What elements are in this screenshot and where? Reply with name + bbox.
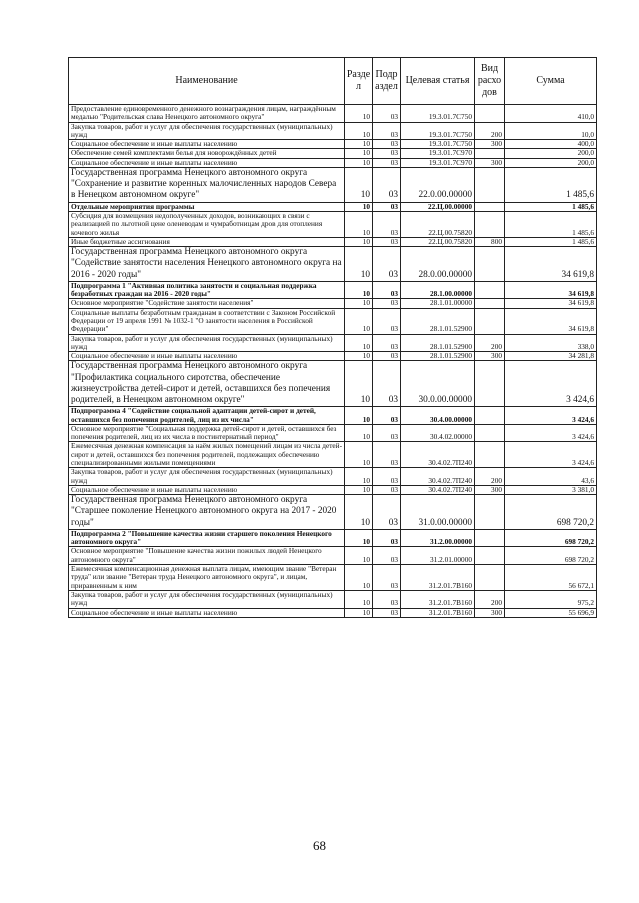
cell-razdel: 10 bbox=[345, 140, 373, 149]
cell-razdel: 10 bbox=[345, 122, 373, 140]
cell-name: Ежемесячная компенсационная денежная выплата лицам, имеющим звание "Ветеран труда" или звание "Ветеран труда Ненецкого автономного округа", и лицам, приравненным к ним bbox=[69, 565, 345, 591]
cell-target: 19.3.01.7С750 bbox=[401, 105, 475, 123]
cell-podrazdel: 03 bbox=[373, 105, 401, 123]
cell-sum: 1 485,6 bbox=[505, 211, 597, 237]
header-podrazdel: Подр аздел bbox=[373, 58, 401, 105]
cell-podrazdel: 03 bbox=[373, 352, 401, 361]
cell-podrazdel: 03 bbox=[373, 565, 401, 591]
cell-sum: 200,0 bbox=[505, 158, 597, 167]
table-row bbox=[69, 122, 597, 140]
table-row bbox=[69, 299, 597, 308]
table-row bbox=[69, 361, 597, 407]
table-row bbox=[69, 608, 597, 617]
cell-name: Субсидия для возмещения недополученных доходов, возникающих в связи с реализацией по льготной цене оленеводам и чумработницам дров для отопления кочевого жилья bbox=[69, 211, 345, 237]
cell-target: 31.2.01.7В160 bbox=[401, 565, 475, 591]
cell-vid bbox=[475, 281, 505, 299]
cell-vid: 300 bbox=[475, 608, 505, 617]
cell-razdel: 10 bbox=[345, 424, 373, 442]
cell-target: 31.2.01.00000 bbox=[401, 547, 475, 565]
table-body bbox=[69, 105, 597, 618]
cell-vid bbox=[475, 168, 505, 203]
cell-podrazdel: 03 bbox=[373, 334, 401, 352]
cell-target: 30.0.00.00000 bbox=[401, 361, 475, 407]
cell-name: Основное мероприятие "Содействие занятости населения" bbox=[69, 299, 345, 308]
cell-razdel: 10 bbox=[345, 149, 373, 158]
cell-target: 28.1.01.52900 bbox=[401, 308, 475, 334]
cell-vid: 200 bbox=[475, 590, 505, 608]
cell-target: 31.2.01.7В160 bbox=[401, 608, 475, 617]
cell-razdel: 10 bbox=[345, 237, 373, 246]
table-row bbox=[69, 158, 597, 167]
cell-vid: 300 bbox=[475, 140, 505, 149]
cell-sum: 43,6 bbox=[505, 468, 597, 486]
cell-razdel: 10 bbox=[345, 468, 373, 486]
cell-vid bbox=[475, 547, 505, 565]
cell-razdel: 10 bbox=[345, 352, 373, 361]
table-row bbox=[69, 168, 597, 203]
cell-razdel: 10 bbox=[345, 202, 373, 211]
table-row bbox=[69, 590, 597, 608]
cell-name: Иные бюджетные ассигнования bbox=[69, 237, 345, 246]
table-row bbox=[69, 202, 597, 211]
cell-vid: 800 bbox=[475, 237, 505, 246]
cell-razdel: 10 bbox=[345, 168, 373, 203]
cell-razdel: 10 bbox=[345, 608, 373, 617]
cell-target: 19.3.01.7С970 bbox=[401, 149, 475, 158]
cell-razdel: 10 bbox=[345, 407, 373, 425]
cell-podrazdel: 03 bbox=[373, 485, 401, 494]
cell-razdel: 10 bbox=[345, 308, 373, 334]
cell-name: Социальное обеспечение и иные выплаты населению bbox=[69, 352, 345, 361]
cell-podrazdel: 03 bbox=[373, 211, 401, 237]
cell-razdel: 10 bbox=[345, 529, 373, 547]
table-row bbox=[69, 308, 597, 334]
cell-podrazdel: 03 bbox=[373, 608, 401, 617]
cell-target: 30.4.02.00000 bbox=[401, 424, 475, 442]
cell-sum: 3 424,6 bbox=[505, 361, 597, 407]
cell-razdel: 10 bbox=[345, 547, 373, 565]
cell-target: 30.4.02.7П240 bbox=[401, 442, 475, 468]
cell-vid: 200 bbox=[475, 334, 505, 352]
cell-sum: 3 424,6 bbox=[505, 442, 597, 468]
cell-target: 22.0.00.00000 bbox=[401, 168, 475, 203]
cell-name: Подпрограмма 1 "Активная политика занятости и социальная поддержка безработных граждан на 2016 - 2020 годы" bbox=[69, 281, 345, 299]
cell-sum: 10,0 bbox=[505, 122, 597, 140]
cell-podrazdel: 03 bbox=[373, 168, 401, 203]
cell-vid: 200 bbox=[475, 468, 505, 486]
budget-table bbox=[68, 57, 597, 618]
table-row bbox=[69, 247, 597, 282]
cell-razdel: 10 bbox=[345, 485, 373, 494]
table-row bbox=[69, 334, 597, 352]
table-row bbox=[69, 211, 597, 237]
cell-name: Государственная программа Ненецкого автономного округа "Сохранение и развитие коренных малочисленных народов Севера в Ненецком автономном округе" bbox=[69, 168, 345, 203]
header-sum: Сумма bbox=[505, 58, 597, 105]
cell-target: 19.3.01.7С970 bbox=[401, 158, 475, 167]
cell-sum: 1 485,6 bbox=[505, 202, 597, 211]
table-row bbox=[69, 547, 597, 565]
cell-sum: 400,0 bbox=[505, 140, 597, 149]
table-row bbox=[69, 565, 597, 591]
cell-target: 22.Ц.00.75820 bbox=[401, 211, 475, 237]
table-row bbox=[69, 485, 597, 494]
cell-podrazdel: 03 bbox=[373, 547, 401, 565]
cell-target: 28.1.01.00000 bbox=[401, 299, 475, 308]
cell-sum: 410,0 bbox=[505, 105, 597, 123]
page-number: 68 bbox=[313, 838, 326, 853]
cell-name: Отдельные мероприятия программы bbox=[69, 202, 345, 211]
cell-sum: 56 672,1 bbox=[505, 565, 597, 591]
cell-target: 31.0.00.00000 bbox=[401, 495, 475, 530]
cell-name: Социальное обеспечение и иные выплаты населению bbox=[69, 158, 345, 167]
cell-sum: 55 696,9 bbox=[505, 608, 597, 617]
cell-sum: 3 424,6 bbox=[505, 424, 597, 442]
cell-name: Обеспечение семей комплектами белья для новорождённых детей bbox=[69, 149, 345, 158]
cell-name: Предоставление единовременного денежного вознаграждения лицам, награждённым медалью "Родительская слава Ненецкого автономного округа" bbox=[69, 105, 345, 123]
cell-podrazdel: 03 bbox=[373, 122, 401, 140]
table-row bbox=[69, 237, 597, 246]
cell-sum: 34 619,8 bbox=[505, 308, 597, 334]
cell-razdel: 10 bbox=[345, 247, 373, 282]
cell-vid bbox=[475, 211, 505, 237]
cell-vid bbox=[475, 149, 505, 158]
cell-target: 19.3.01.7С750 bbox=[401, 140, 475, 149]
cell-razdel: 10 bbox=[345, 590, 373, 608]
cell-target: 28.1.00.00000 bbox=[401, 281, 475, 299]
cell-name: Закупка товаров, работ и услуг для обеспечения государственных (муниципальных) нужд bbox=[69, 468, 345, 486]
cell-podrazdel: 03 bbox=[373, 308, 401, 334]
table-row bbox=[69, 529, 597, 547]
cell-podrazdel: 03 bbox=[373, 281, 401, 299]
header-vid: Вид расхо дов bbox=[475, 58, 505, 105]
cell-podrazdel: 03 bbox=[373, 299, 401, 308]
cell-target: 30.4.02.7П240 bbox=[401, 468, 475, 486]
header-name: Наименование bbox=[69, 58, 345, 105]
cell-target: 19.3.01.7С750 bbox=[401, 122, 475, 140]
cell-sum: 698 720,2 bbox=[505, 547, 597, 565]
cell-vid bbox=[475, 105, 505, 123]
cell-razdel: 10 bbox=[345, 334, 373, 352]
cell-podrazdel: 03 bbox=[373, 407, 401, 425]
cell-vid bbox=[475, 407, 505, 425]
cell-sum: 34 619,8 bbox=[505, 299, 597, 308]
table-row bbox=[69, 468, 597, 486]
cell-target: 28.0.00.00000 bbox=[401, 247, 475, 282]
cell-vid: 300 bbox=[475, 158, 505, 167]
cell-name: Закупка товаров, работ и услуг для обеспечения государственных (муниципальных) нужд bbox=[69, 590, 345, 608]
cell-name: Закупка товаров, работ и услуг для обеспечения государственных (муниципальных) нужд bbox=[69, 122, 345, 140]
table-row bbox=[69, 149, 597, 158]
cell-podrazdel: 03 bbox=[373, 424, 401, 442]
cell-podrazdel: 03 bbox=[373, 247, 401, 282]
cell-vid bbox=[475, 529, 505, 547]
cell-razdel: 10 bbox=[345, 158, 373, 167]
cell-target: 22.Ц.00.75820 bbox=[401, 237, 475, 246]
table-row bbox=[69, 495, 597, 530]
cell-vid bbox=[475, 495, 505, 530]
cell-name: Социальное обеспечение и иные выплаты населению bbox=[69, 608, 345, 617]
cell-target: 30.4.02.7П240 bbox=[401, 485, 475, 494]
table-row bbox=[69, 281, 597, 299]
cell-name: Подпрограмма 4 "Содействие социальной адаптации детей-сирот и детей, оставшихся без попечения родителей, лиц из их числа" bbox=[69, 407, 345, 425]
table-row bbox=[69, 407, 597, 425]
cell-razdel: 10 bbox=[345, 495, 373, 530]
cell-razdel: 10 bbox=[345, 442, 373, 468]
cell-target: 30.4.00.00000 bbox=[401, 407, 475, 425]
cell-vid bbox=[475, 565, 505, 591]
cell-name: Государственная программа Ненецкого автономного округа "Содействие занятости населения Ненецкого автономного округа на 2016 - 2020 годы" bbox=[69, 247, 345, 282]
cell-podrazdel: 03 bbox=[373, 149, 401, 158]
cell-name: Ежемесячная денежная компенсация за наём жилых помещений лицам из числа детей-сирот и детей, оставшихся без попечения родителей, подлежащих обеспечению специализированными жилыми помещениями bbox=[69, 442, 345, 468]
cell-sum: 200,0 bbox=[505, 149, 597, 158]
cell-razdel: 10 bbox=[345, 361, 373, 407]
cell-vid bbox=[475, 442, 505, 468]
cell-target: 28.1.01.52900 bbox=[401, 352, 475, 361]
cell-podrazdel: 03 bbox=[373, 158, 401, 167]
cell-sum: 1 485,6 bbox=[505, 168, 597, 203]
cell-razdel: 10 bbox=[345, 565, 373, 591]
table-row bbox=[69, 105, 597, 123]
cell-vid bbox=[475, 361, 505, 407]
cell-sum: 3 381,0 bbox=[505, 485, 597, 494]
cell-name: Социальные выплаты безработным гражданам в соответствии с Законом Российской Федерации от 19 апреля 1991 № 1032-1 "О занятости населения в Российской Федерации" bbox=[69, 308, 345, 334]
cell-name: Государственная программа Ненецкого автономного округа "Профилактика социального сиротства, обеспечение жизнеустройства детей-сирот и детей, оставшихся без попечения родителей, в Ненецком автономном округе" bbox=[69, 361, 345, 407]
table-row bbox=[69, 352, 597, 361]
cell-sum: 698 720,2 bbox=[505, 495, 597, 530]
cell-vid bbox=[475, 308, 505, 334]
cell-name: Социальное обеспечение и иные выплаты населению bbox=[69, 485, 345, 494]
cell-podrazdel: 03 bbox=[373, 361, 401, 407]
cell-target: 22.Ц.00.00000 bbox=[401, 202, 475, 211]
cell-vid bbox=[475, 424, 505, 442]
cell-name: Основное мероприятие "Социальная поддержка детей-сирот и детей, оставшихся без попечения родителей, лиц из их числа в постинтернатный период" bbox=[69, 424, 345, 442]
cell-podrazdel: 03 bbox=[373, 140, 401, 149]
cell-vid bbox=[475, 202, 505, 211]
table-row bbox=[69, 424, 597, 442]
cell-sum: 34 281,8 bbox=[505, 352, 597, 361]
cell-razdel: 10 bbox=[345, 281, 373, 299]
cell-name: Основное мероприятие "Повышение качества жизни пожилых людей Ненецкого автономного округа" bbox=[69, 547, 345, 565]
cell-sum: 698 720,2 bbox=[505, 529, 597, 547]
table-header bbox=[69, 58, 597, 105]
cell-target: 31.2.00.00000 bbox=[401, 529, 475, 547]
cell-name: Закупка товаров, работ и услуг для обеспечения государственных (муниципальных) нужд bbox=[69, 334, 345, 352]
cell-sum: 338,0 bbox=[505, 334, 597, 352]
cell-name: Подпрограмма 2 "Повышение качества жизни старшего поколения Ненецкого автономного округа" bbox=[69, 529, 345, 547]
cell-podrazdel: 03 bbox=[373, 202, 401, 211]
cell-podrazdel: 03 bbox=[373, 468, 401, 486]
cell-podrazdel: 03 bbox=[373, 237, 401, 246]
cell-razdel: 10 bbox=[345, 299, 373, 308]
table-row bbox=[69, 442, 597, 468]
header-target: Целевая статья bbox=[401, 58, 475, 105]
cell-target: 28.1.01.52900 bbox=[401, 334, 475, 352]
cell-podrazdel: 03 bbox=[373, 442, 401, 468]
cell-sum: 975,2 bbox=[505, 590, 597, 608]
cell-sum: 34 619,8 bbox=[505, 247, 597, 282]
cell-podrazdel: 03 bbox=[373, 529, 401, 547]
cell-vid: 300 bbox=[475, 485, 505, 494]
cell-name: Социальное обеспечение и иные выплаты населению bbox=[69, 140, 345, 149]
cell-sum: 34 619,8 bbox=[505, 281, 597, 299]
cell-vid: 200 bbox=[475, 122, 505, 140]
cell-razdel: 10 bbox=[345, 211, 373, 237]
cell-target: 31.2.01.7В160 bbox=[401, 590, 475, 608]
cell-podrazdel: 03 bbox=[373, 590, 401, 608]
cell-vid: 300 bbox=[475, 352, 505, 361]
cell-vid bbox=[475, 247, 505, 282]
cell-vid bbox=[475, 299, 505, 308]
cell-name: Государственная программа Ненецкого автономного округа "Старшее поколение Ненецкого автономного округа на 2017 - 2020 годы" bbox=[69, 495, 345, 530]
cell-podrazdel: 03 bbox=[373, 495, 401, 530]
table-row bbox=[69, 140, 597, 149]
cell-razdel: 10 bbox=[345, 105, 373, 123]
header-row bbox=[69, 58, 597, 105]
header-razdel: Разде л bbox=[345, 58, 373, 105]
cell-sum: 3 424,6 bbox=[505, 407, 597, 425]
cell-sum: 1 485,6 bbox=[505, 237, 597, 246]
